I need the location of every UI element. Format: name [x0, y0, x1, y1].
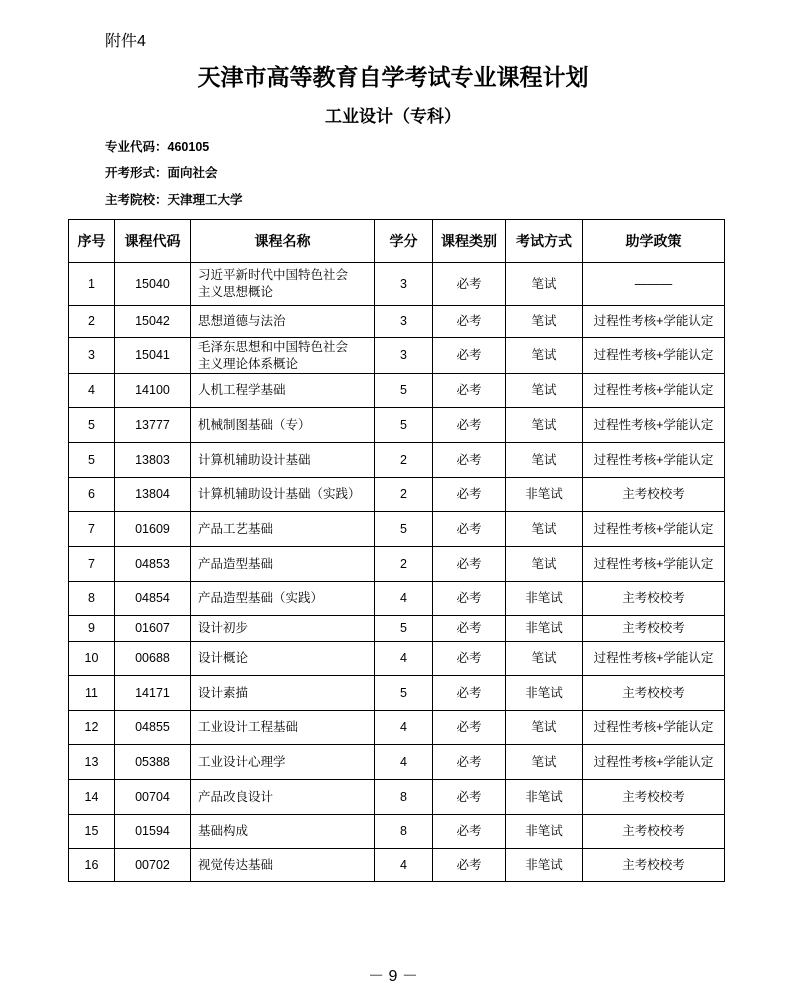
cell-exam-method: 非笔试: [506, 478, 583, 512]
cell-policy: 过程性考核+学能认定: [583, 512, 725, 547]
cell-category: 必考: [433, 374, 506, 408]
cell-policy: 主考校校考: [583, 616, 725, 642]
cell-policy: 主考校校考: [583, 780, 725, 815]
cell-credits: 4: [375, 745, 433, 780]
cell-policy: 过程性考核+学能认定: [583, 443, 725, 478]
cell-credits: 5: [375, 616, 433, 642]
cell-policy: 过程性考核+学能认定: [583, 408, 725, 443]
cell-credits: 4: [375, 582, 433, 616]
table-row: [69, 815, 725, 849]
cell-course-code: 13804: [115, 478, 191, 512]
header-course-code: 课程代码: [115, 220, 191, 263]
cell-category: 必考: [433, 263, 506, 306]
cell-category: 必考: [433, 582, 506, 616]
table-row: [69, 745, 725, 780]
info-host-school-value: 天津理工大学: [167, 193, 243, 207]
cell-seq: 16: [69, 849, 115, 882]
cell-credits: 8: [375, 815, 433, 849]
cell-course-name: 基础构成: [191, 815, 375, 849]
cell-course-name: 计算机辅助设计基础（实践）: [191, 478, 375, 512]
cell-exam-method: 笔试: [506, 374, 583, 408]
cell-course-code: 13803: [115, 443, 191, 478]
cell-course-code: 04854: [115, 582, 191, 616]
cell-course-name: 产品造型基础: [191, 547, 375, 582]
cell-exam-method: 非笔试: [506, 849, 583, 882]
cell-exam-method: 笔试: [506, 745, 583, 780]
cell-credits: 3: [375, 306, 433, 338]
cell-seq: 5: [69, 443, 115, 478]
cell-policy: 过程性考核+学能认定: [583, 745, 725, 780]
table-row: [69, 408, 725, 443]
cell-course-name: 习近平新时代中国特色社会 主义思想概论: [191, 263, 375, 306]
cell-course-name: 人机工程学基础: [191, 374, 375, 408]
header-seq: 序号: [69, 220, 115, 263]
table-row: [69, 849, 725, 882]
cell-category: 必考: [433, 616, 506, 642]
cell-credits: 8: [375, 780, 433, 815]
cell-credits: 3: [375, 338, 433, 374]
cell-exam-method: 非笔试: [506, 616, 583, 642]
table-body: [69, 263, 725, 882]
table-row: [69, 676, 725, 711]
cell-course-code: 00704: [115, 780, 191, 815]
cell-seq: 1: [69, 263, 115, 306]
cell-credits: 3: [375, 263, 433, 306]
cell-course-code: 04853: [115, 547, 191, 582]
cell-category: 必考: [433, 408, 506, 443]
info-major-code-label: 专业代码：: [105, 140, 168, 154]
table-row: [69, 780, 725, 815]
cell-seq: 7: [69, 547, 115, 582]
cell-category: 必考: [433, 642, 506, 676]
cell-seq: 5: [69, 408, 115, 443]
cell-category: 必考: [433, 512, 506, 547]
info-exam-form: [105, 165, 218, 181]
cell-course-name: 设计概论: [191, 642, 375, 676]
info-major-code-value: 460105: [167, 140, 210, 154]
cell-exam-method: 笔试: [506, 642, 583, 676]
cell-seq: 15: [69, 815, 115, 849]
cell-course-name: 设计初步: [191, 616, 375, 642]
cell-exam-method: 非笔试: [506, 582, 583, 616]
cell-category: 必考: [433, 306, 506, 338]
table-row: [69, 711, 725, 745]
cell-category: 必考: [433, 711, 506, 745]
cell-policy: 过程性考核+学能认定: [583, 642, 725, 676]
table-row: [69, 616, 725, 642]
cell-category: 必考: [433, 547, 506, 582]
cell-category: 必考: [433, 338, 506, 374]
cell-course-code: 13777: [115, 408, 191, 443]
cell-policy: 过程性考核+学能认定: [583, 306, 725, 338]
cell-seq: 3: [69, 338, 115, 374]
cell-credits: 2: [375, 547, 433, 582]
cell-seq: 11: [69, 676, 115, 711]
cell-exam-method: 笔试: [506, 338, 583, 374]
cell-credits: 4: [375, 711, 433, 745]
cell-policy: 过程性考核+学能认定: [583, 547, 725, 582]
table-row: [69, 582, 725, 616]
cell-course-name: 视觉传达基础: [191, 849, 375, 882]
cell-credits: 5: [375, 374, 433, 408]
cell-exam-method: 笔试: [506, 306, 583, 338]
cell-category: 必考: [433, 443, 506, 478]
cell-course-name: 机械制图基础（专）: [191, 408, 375, 443]
cell-course-name: 思想道德与法治: [191, 306, 375, 338]
table-row: [69, 443, 725, 478]
cell-course-code: 00702: [115, 849, 191, 882]
cell-policy: 过程性考核+学能认定: [583, 374, 725, 408]
info-major-code: [105, 139, 209, 155]
page-title: 天津市高等教育自学考试专业课程计划: [197, 65, 589, 90]
cell-course-name: 工业设计工程基础: [191, 711, 375, 745]
cell-seq: 9: [69, 616, 115, 642]
info-exam-form-value: 面向社会: [167, 166, 218, 180]
cell-exam-method: 笔试: [506, 408, 583, 443]
cell-category: 必考: [433, 815, 506, 849]
cell-credits: 4: [375, 849, 433, 882]
cell-policy: 过程性考核+学能认定: [583, 338, 725, 374]
cell-policy: 主考校校考: [583, 478, 725, 512]
cell-exam-method: 笔试: [506, 443, 583, 478]
cell-course-name: 工业设计心理学: [191, 745, 375, 780]
cell-course-name: 计算机辅助设计基础: [191, 443, 375, 478]
cell-course-name: 设计素描: [191, 676, 375, 711]
cell-course-name: 产品造型基础（实践）: [191, 582, 375, 616]
cell-credits: 2: [375, 443, 433, 478]
cell-course-code: 15041: [115, 338, 191, 374]
table-row: [69, 642, 725, 676]
cell-policy: ———: [583, 263, 725, 306]
cell-category: 必考: [433, 676, 506, 711]
page-number: － 9 －: [368, 968, 418, 985]
cell-course-code: 04855: [115, 711, 191, 745]
header-policy: 助学政策: [583, 220, 725, 263]
cell-category: 必考: [433, 780, 506, 815]
cell-credits: 5: [375, 408, 433, 443]
cell-credits: 5: [375, 512, 433, 547]
cell-exam-method: 笔试: [506, 711, 583, 745]
cell-exam-method: 笔试: [506, 263, 583, 306]
cell-policy: 过程性考核+学能认定: [583, 711, 725, 745]
cell-course-code: 05388: [115, 745, 191, 780]
cell-seq: 4: [69, 374, 115, 408]
cell-exam-method: 笔试: [506, 512, 583, 547]
cell-course-name: 产品改良设计: [191, 780, 375, 815]
attachment-label: 附件4: [105, 33, 146, 50]
cell-exam-method: 非笔试: [506, 676, 583, 711]
cell-course-code: 01607: [115, 616, 191, 642]
info-host-school: [105, 192, 243, 208]
cell-course-code: 15042: [115, 306, 191, 338]
header-category: 课程类别: [433, 220, 506, 263]
cell-course-code: 14171: [115, 676, 191, 711]
cell-exam-method: 非笔试: [506, 815, 583, 849]
cell-exam-method: 笔试: [506, 547, 583, 582]
cell-category: 必考: [433, 849, 506, 882]
table-row: [69, 374, 725, 408]
table-row: [69, 263, 725, 306]
table-row: [69, 547, 725, 582]
cell-exam-method: 非笔试: [506, 780, 583, 815]
cell-seq: 14: [69, 780, 115, 815]
cell-seq: 10: [69, 642, 115, 676]
table-header-row: [69, 220, 725, 263]
cell-policy: 主考校校考: [583, 676, 725, 711]
cell-course-name: 产品工艺基础: [191, 512, 375, 547]
cell-category: 必考: [433, 478, 506, 512]
cell-course-name: 毛泽东思想和中国特色社会 主义理论体系概论: [191, 338, 375, 374]
header-credits: 学分: [375, 220, 433, 263]
table-row: [69, 338, 725, 374]
cell-category: 必考: [433, 745, 506, 780]
header-exam-method: 考试方式: [506, 220, 583, 263]
info-host-school-label: 主考院校：: [105, 193, 168, 207]
cell-seq: 8: [69, 582, 115, 616]
cell-course-code: 01594: [115, 815, 191, 849]
cell-credits: 2: [375, 478, 433, 512]
cell-seq: 13: [69, 745, 115, 780]
cell-course-code: 00688: [115, 642, 191, 676]
cell-policy: 主考校校考: [583, 815, 725, 849]
course-plan-table: [68, 219, 725, 882]
cell-course-code: 14100: [115, 374, 191, 408]
table-row: [69, 306, 725, 338]
cell-course-code: 01609: [115, 512, 191, 547]
cell-seq: 7: [69, 512, 115, 547]
table-row: [69, 512, 725, 547]
header-course-name: 课程名称: [191, 220, 375, 263]
cell-seq: 12: [69, 711, 115, 745]
info-exam-form-label: 开考形式：: [105, 166, 168, 180]
cell-policy: 主考校校考: [583, 582, 725, 616]
cell-credits: 4: [375, 642, 433, 676]
table-row: [69, 478, 725, 512]
cell-course-code: 15040: [115, 263, 191, 306]
cell-seq: 2: [69, 306, 115, 338]
cell-seq: 6: [69, 478, 115, 512]
cell-policy: 主考校校考: [583, 849, 725, 882]
cell-credits: 5: [375, 676, 433, 711]
page-subtitle: 工业设计（专科）: [325, 107, 461, 126]
